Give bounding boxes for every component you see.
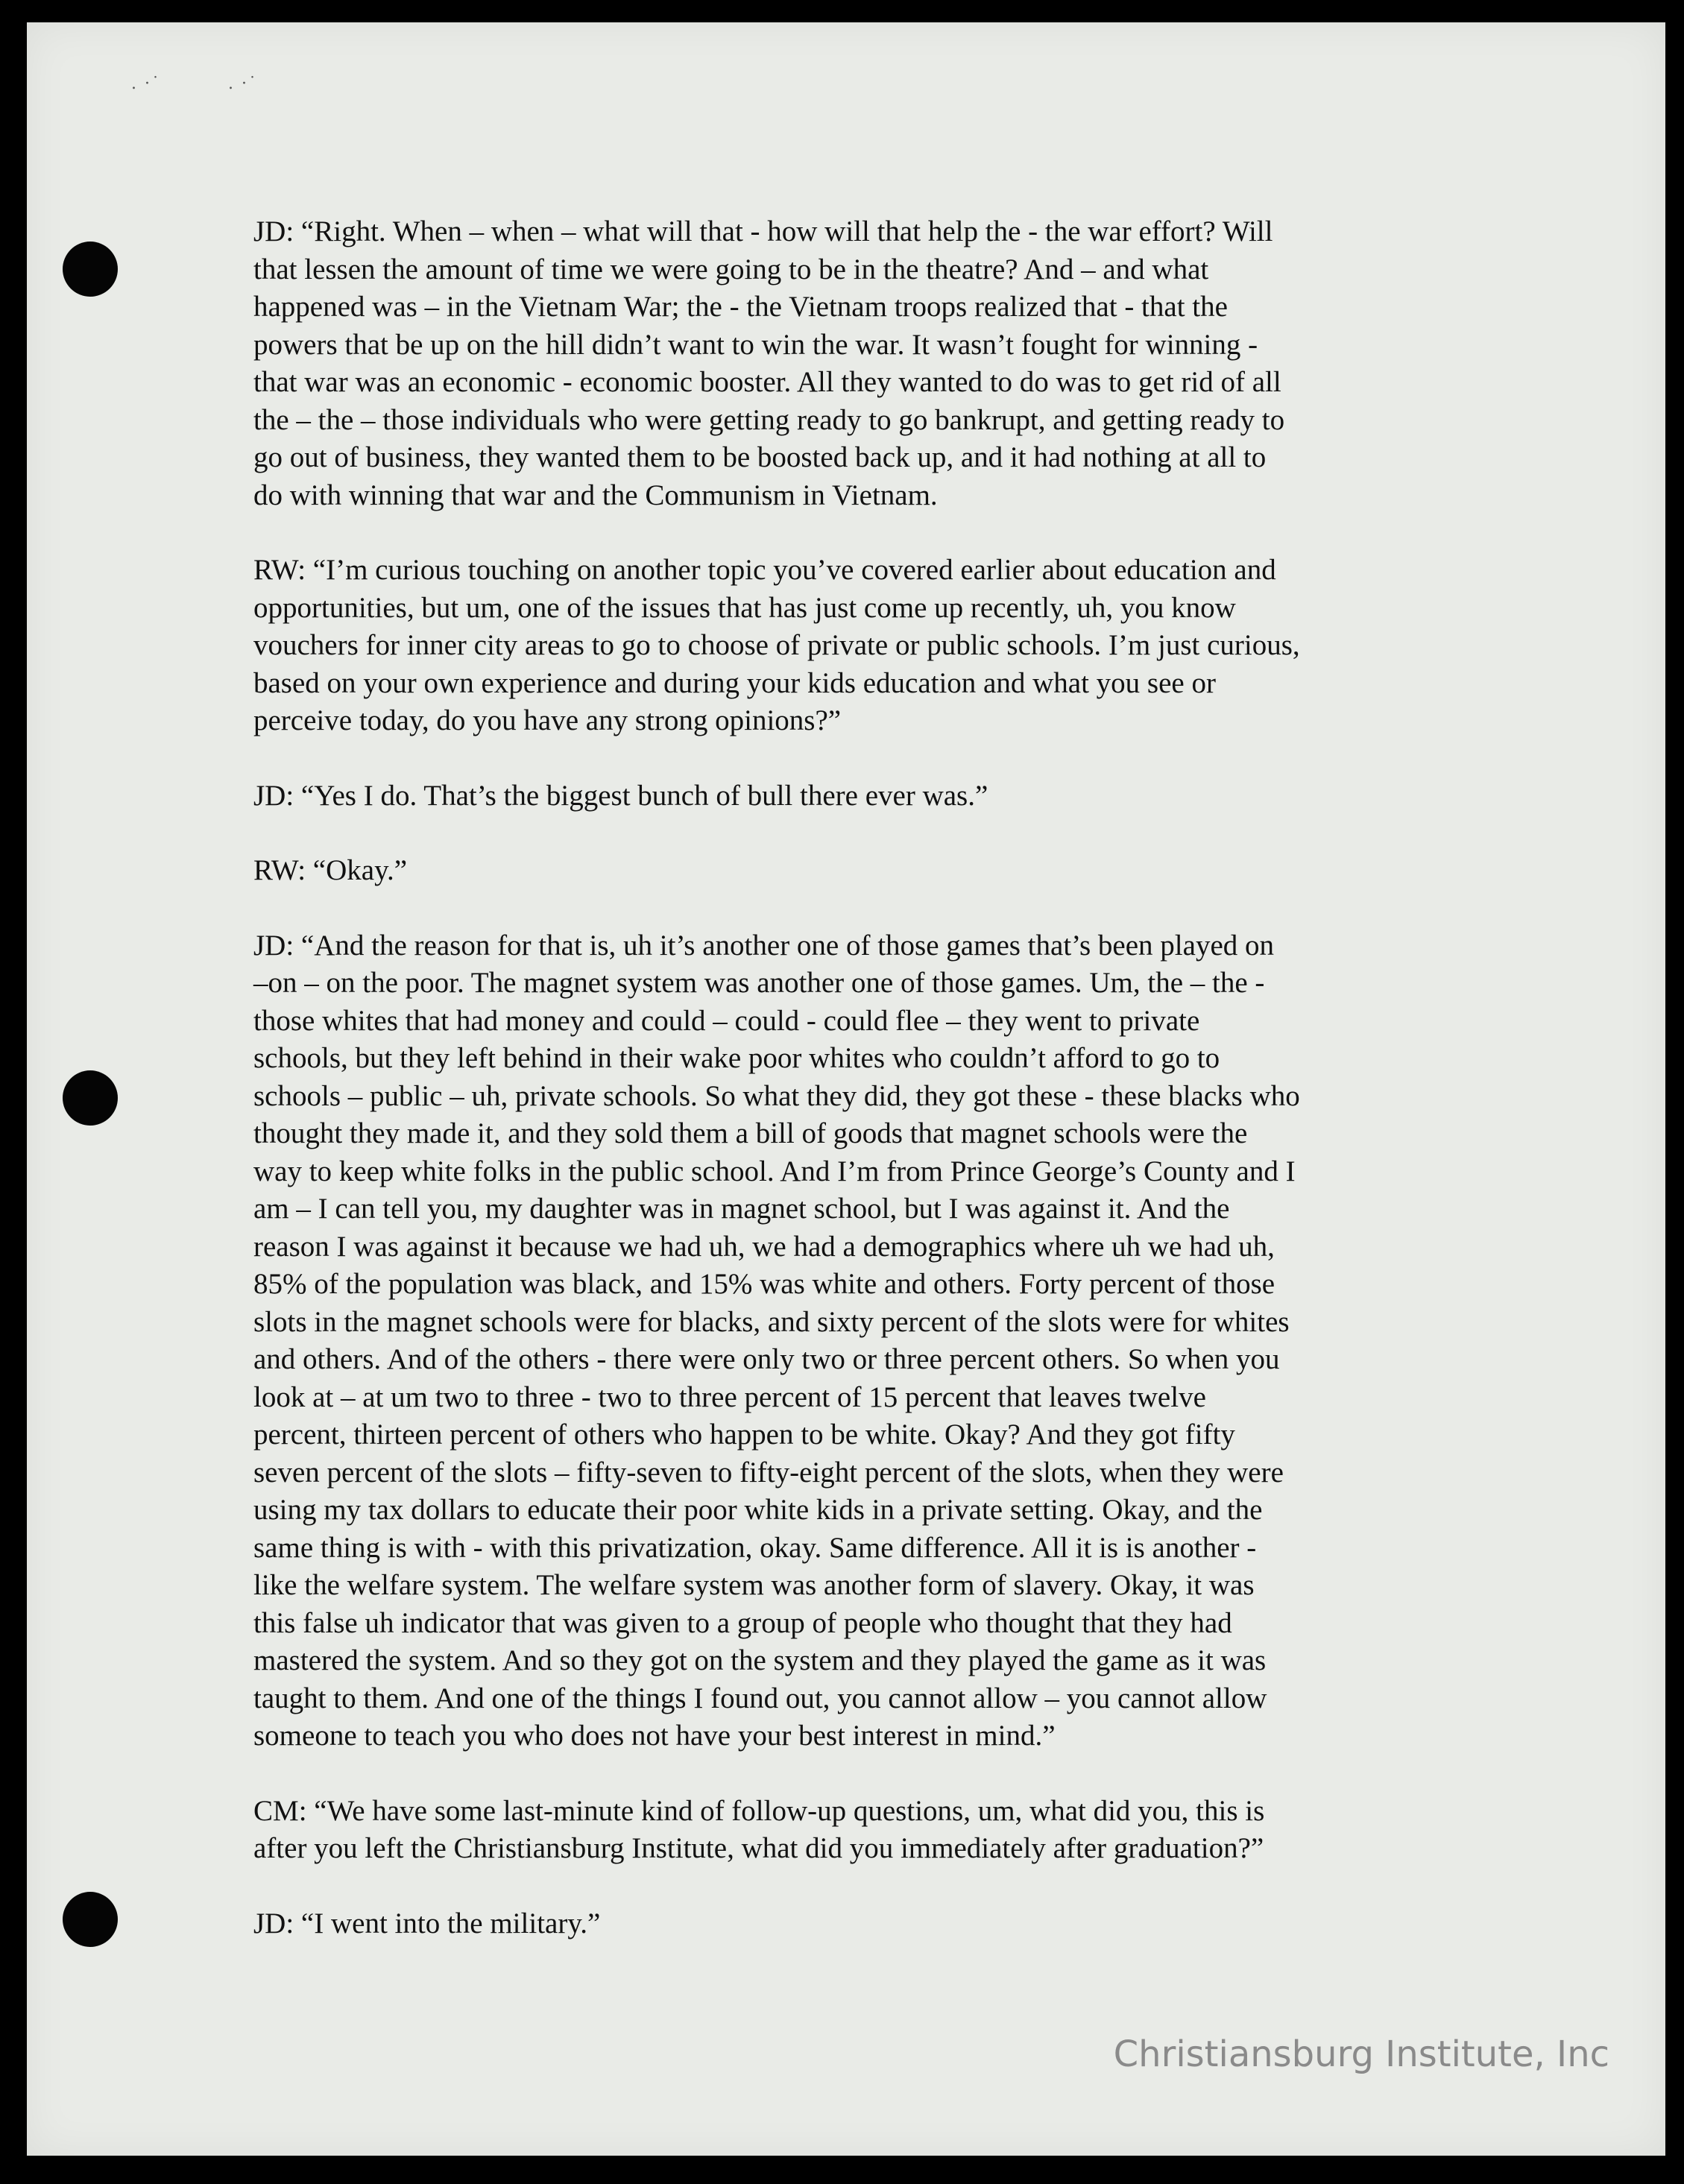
document-page [27, 22, 1665, 2156]
paper-specks: . ·˙ . ·˙ [131, 75, 258, 93]
punch-hole-top [63, 242, 118, 297]
transcript-paragraph-rw-question: RW: “I’m curious touching on another topic you’ve covered earlier about education and opportunities, but um, one of the issues that has just come up recently, uh, you know vouchers for inner city areas to go to choose of private or public schools. I’m just curious, based on your own experience and during your kids education and what you see or perceive today, do you have any strong opinions?” [253, 554, 1300, 736]
punch-hole-middle [63, 1070, 118, 1126]
transcript-paragraph-jd-war: JD: “Right. When – when – what will that - how will that help the - the war effort? Will that lessen the amount of time we were going to be in the theatre? And – and what happened was – in the Vietnam War; the - the Vietnam troops realized that - that the powers that be up on the hill didn’t want to win the war. It wasn’t fought for winning - that war was an economic - economic booster. All they wanted to do was to get rid of all the – the – those individuals who were getting ready to go bankrupt, and getting ready to go out of business, they wanted them to be boosted back up, and it had nothing at all to do with winning that war and the Communism in Vietnam. [253, 215, 1285, 511]
transcript-paragraph-jd-magnet: JD: “And the reason for that is, uh it’s another one of those games that’s been played on –on – on the poor. The magnet system was another one of those games. Um, the – the - those whites that had money and could – could - could flee – they went to private schools, but they left behind in their wake poor whites who couldn’t afford to go to schools – public – uh, private schools. So what they did, they got these - these blacks who thought they made it, and they sold them a bill of goods that magnet schools were the way to keep white folks in the public school. And I’m from Prince George’s County and I am – I can tell you, my daughter was in magnet school, but I was against it. And the reason I was against it because we had uh, we had a demographics where uh we had uh, 85% of the population was black, and 15% was white and others. Forty percent of those slots in the magnet schools were for blacks, and sixty percent of the slots were for whites and others. And of the others - there were only two or three percent others. So when you look at – at um two to three - two to three percent of 15 percent that leaves twelve percent, thirteen percent of others who happen to be white. Okay? And they got fifty seven percent of the slots – fifty-seven to fifty-eight percent of the slots, when they were using my tax dollars to educate their poor white kids in a private setting. Okay, and the same thing is with - with this privatization, okay. Same difference. All it is is another - like the welfare system. The welfare system was another form of slavery. Okay, it was this false uh indicator that was given to a group of people who thought that they had mastered the system. And so they got on the system and they played the game as it was taught to them. And one of the things I found out, you cannot allow – you cannot allow someone to teach you who does not have your best interest in mind.” [253, 929, 1300, 1752]
transcript-paragraph-jd-yes: JD: “Yes I do. That’s the biggest bunch of bull there ever was.” [253, 779, 988, 812]
transcript-body [253, 213, 1461, 1980]
punch-hole-bottom [63, 1892, 118, 1947]
transcript-paragraph-cm-question: CM: “We have some last-minute kind of follow-up questions, um, what did you, this is after you left the Christiansburg Institute, what did you immediately after graduation?” [253, 1794, 1265, 1864]
transcript-paragraph-rw-okay: RW: “Okay.” [253, 854, 408, 886]
transcript-paragraph-jd-military: JD: “I went into the military.” [253, 1907, 601, 1940]
watermark: Christiansburg Institute, Inc [1113, 2033, 1609, 2075]
